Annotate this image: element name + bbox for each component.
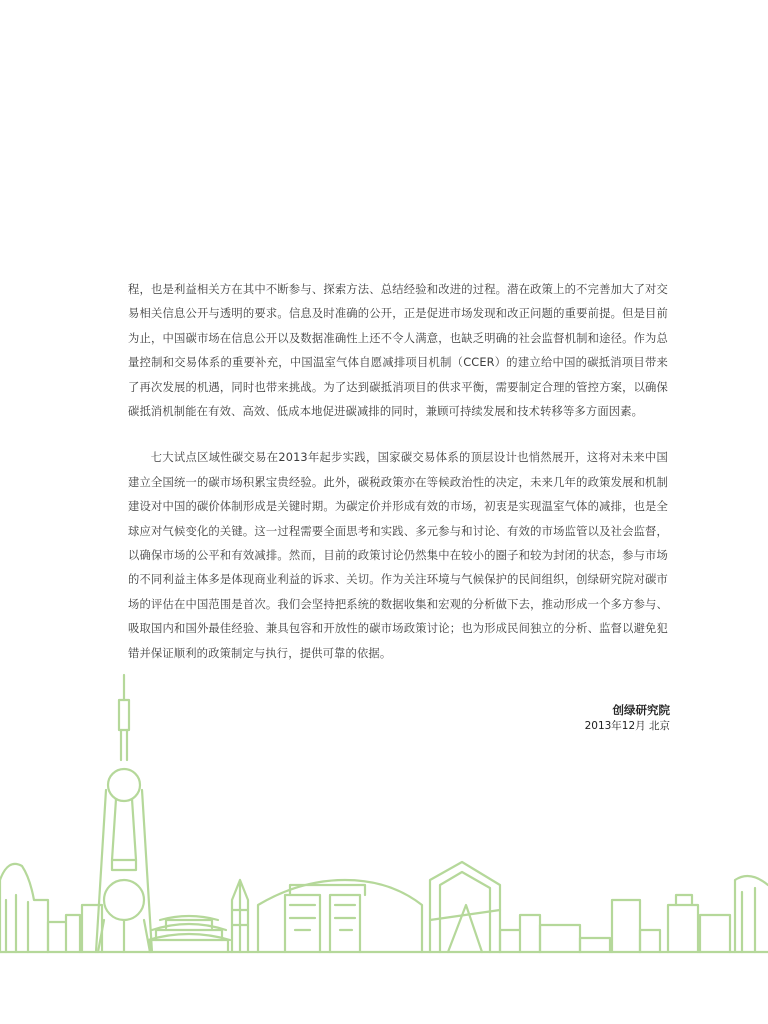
signature-organization: 创绿研究院 [612, 703, 670, 717]
paragraph-2: 七大试点区域性碳交易在2013年起步实践，国家碳交易体系的顶层设计也悄然展开，这将对未来中国建立全国统一的碳市场积累宝贵经验。此外，碳税政策亦在等候政治性的决定，未来几年的政策发展和机制建设对中国的碳价体制形成是关键时期。为碳定价并形成有效的市场，初衷是实现温室气体的减排，也是全球应对气候变化的关键。这一过程需要全面思考和实践、多元参与和讨论、有效的市场监管以及社会监督，以确保市场的公平和有效减排。然而，目前的政策讨论仍然集中在较小的圈子和较为封闭的状态，参与市场的不同利益主体多是体现商业利益的诉求、关切。作为关注环境与气候保护的民间组织，创绿研究院对碳市场的评估在中国范围是首次。我们会坚持把系统的数据收集和宏观的分析做下去，推动形成一个多方参与、吸取国内和国外最佳经验、兼具包容和开放性的碳市场政策讨论；也为形成民间独立的分析、监督以避免犯错并保证顺利的政策制定与执行，提供可靠的依据。 [128, 451, 668, 660]
signature-date: 2013年12月 北京 [584, 720, 670, 732]
skyline-outline [0, 675, 768, 952]
paragraph-1: 程，也是利益相关方在其中不断参与、探索方法、总结经验和改进的过程。潜在政策上的不完善加大了对交易相关信息公开与透明的要求。信息及时准确的公开，正是促进市场发现和改正问题的重要前提。但是目前为止，中国碳市场在信息公开以及数据准确性上还不令人满意，也缺乏明确的社会监督机制和途径。作为总量控制和交易体系的重要补充，中国温室气体自愿减排项目机制（CCER）的建立给中国的碳抵消项目带来了再次发展的机遇，同时也带来挑战。为了达到碳抵消项目的供求平衡，需要制定合理的管控方案，以确保碳抵消机制能在有效、高效、低成本地促进碳减排的同时，兼顾可持续发展和技术转移等多方面因素。 [128, 283, 668, 419]
city-skyline-icon [0, 670, 768, 960]
body-text [128, 278, 668, 666]
